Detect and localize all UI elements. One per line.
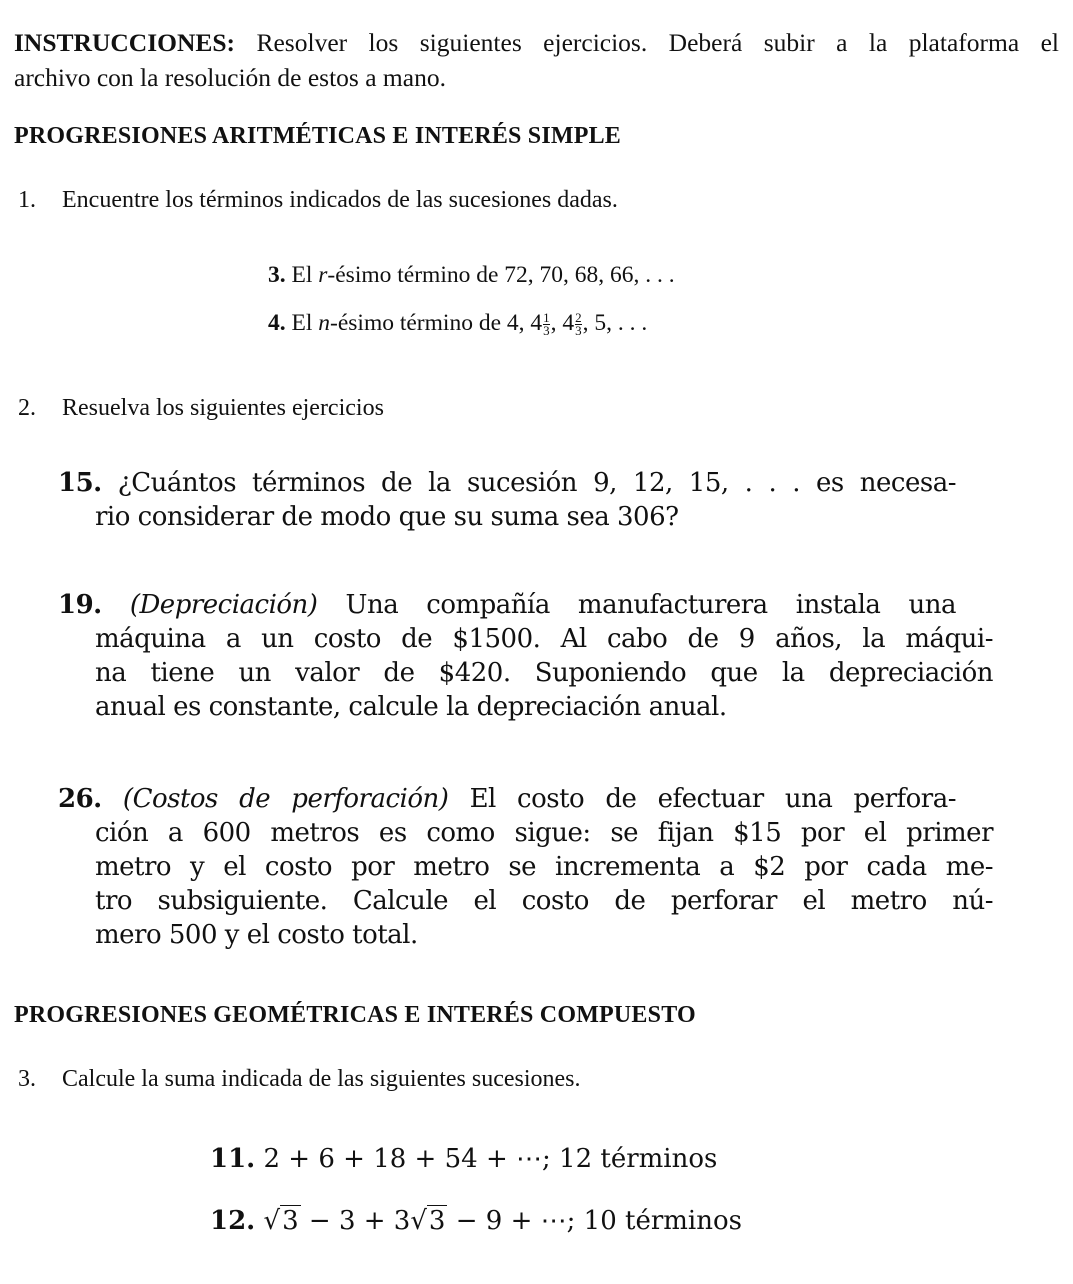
item-3-var: r: [318, 262, 328, 288]
section-heading-arithmetic: PROGRESIONES ARITMÉTICAS E INTERÉS SIMPLE: [14, 123, 622, 149]
exercise-19-line-3: na tiene un valor de $420. Suponiendo que la depreciación: [95, 658, 993, 688]
question-1: [18, 187, 618, 214]
exercise-26-line-3: metro y el costo por metro se incrementa a $2 por cada me-: [95, 852, 993, 882]
item-4: [268, 310, 647, 337]
sqrt-symbol-1: √3: [263, 1206, 299, 1236]
exercise-11-number: 11.: [210, 1144, 256, 1174]
exercise-26-line-1: El costo de efectuar una perfora-: [469, 784, 957, 814]
item-4-end: , 5, . . .: [582, 310, 648, 336]
item-4-number: 4.: [268, 310, 286, 336]
fraction-2-denominator: 3: [575, 323, 582, 339]
exercise-26-line-4: tro subsiguiente. Calcule el costo de perforar el metro nú-: [95, 886, 993, 916]
sqrt-1-radicand: 3: [282, 1206, 299, 1236]
exercise-15-line-1: ¿Cuántos términos de la sucesión 9, 12, 15, . . . es necesa-: [117, 468, 956, 498]
item-4-text: -ésimo término de 4, 4: [330, 310, 543, 336]
instructions-line-1: [14, 25, 1059, 61]
fraction-1-numerator: 1: [543, 310, 550, 326]
exercise-19-line-1: Una compañía manufacturera instala una: [345, 590, 956, 620]
exercise-19-title: (Depreciación): [129, 590, 318, 620]
exercise-15-line-2: rio considerar de modo que su suma sea 306?: [95, 502, 679, 532]
fraction-one-third: [543, 312, 550, 337]
question-1-number: 1.: [18, 187, 36, 213]
exercise-19-line-4: anual es constante, calcule la depreciación anual.: [95, 692, 727, 722]
sqrt-2-radicand: 3: [428, 1206, 446, 1236]
item-3-text: -ésimo término de 72, 70, 68, 66, . . .: [327, 262, 675, 288]
item-3: [268, 262, 675, 289]
fraction-two-thirds: [575, 312, 582, 337]
question-3-text: Calcule la suma indicada de las siguientes sucesiones.: [62, 1066, 581, 1092]
item-3-number: 3.: [268, 262, 286, 288]
exercise-12: [210, 1206, 742, 1236]
question-3: [18, 1066, 581, 1093]
sqrt-symbol-2: √3: [410, 1206, 446, 1236]
exercise-26-title: (Costos de perforación): [122, 784, 449, 814]
instructions-text-1: Resolver los siguientes ejercicios. Deberá subir a la plataforma el: [256, 28, 1059, 57]
exercise-12-number: 12.: [210, 1206, 256, 1236]
instructions-line-2: archivo con la resolución de estos a mano.: [14, 63, 446, 92]
exercise-19-number: 19.: [58, 590, 102, 620]
exercise-19-line-2: máquina a un costo de $1500. Al cabo de 9 años, la máqui-: [95, 624, 993, 654]
exercise-15-number: 15.: [58, 468, 102, 498]
exercise-15: [58, 466, 993, 534]
exercise-11-expression: 2 + 6 + 18 + 54 + ⋯; 12 términos: [263, 1144, 718, 1174]
exercise-11: [210, 1144, 717, 1174]
question-2-text: Resuelva los siguientes ejercicios: [62, 395, 384, 421]
exercise-26-line-2: ción a 600 metros es como sigue: se fijan $15 por el primer: [95, 818, 993, 848]
question-2: [18, 395, 384, 422]
exercise-26-line-5: mero 500 y el costo total.: [95, 920, 418, 950]
exercise-26-number: 26.: [58, 784, 102, 814]
exercise-12-end: − 9 + ⋯; 10 términos: [447, 1206, 742, 1236]
question-1-text: Encuentre los términos indicados de las sucesiones dadas.: [62, 187, 618, 213]
item-3-pre: El: [291, 262, 319, 288]
exercise-12-mid: − 3 + 3: [300, 1206, 411, 1236]
instructions-label: INSTRUCCIONES:: [14, 28, 236, 57]
question-3-number: 3.: [18, 1066, 36, 1092]
exercise-19: [58, 588, 993, 724]
exercise-26: [58, 782, 993, 952]
item-4-var: n: [318, 310, 331, 336]
fraction-2-numerator: 2: [575, 310, 582, 326]
item-4-mid: , 4: [550, 310, 575, 336]
fraction-1-denominator: 3: [543, 323, 550, 339]
section-heading-geometric: PROGRESIONES GEOMÉTRICAS E INTERÉS COMPUESTO: [14, 1002, 696, 1028]
item-4-pre: El: [291, 310, 319, 336]
question-2-number: 2.: [18, 395, 36, 421]
